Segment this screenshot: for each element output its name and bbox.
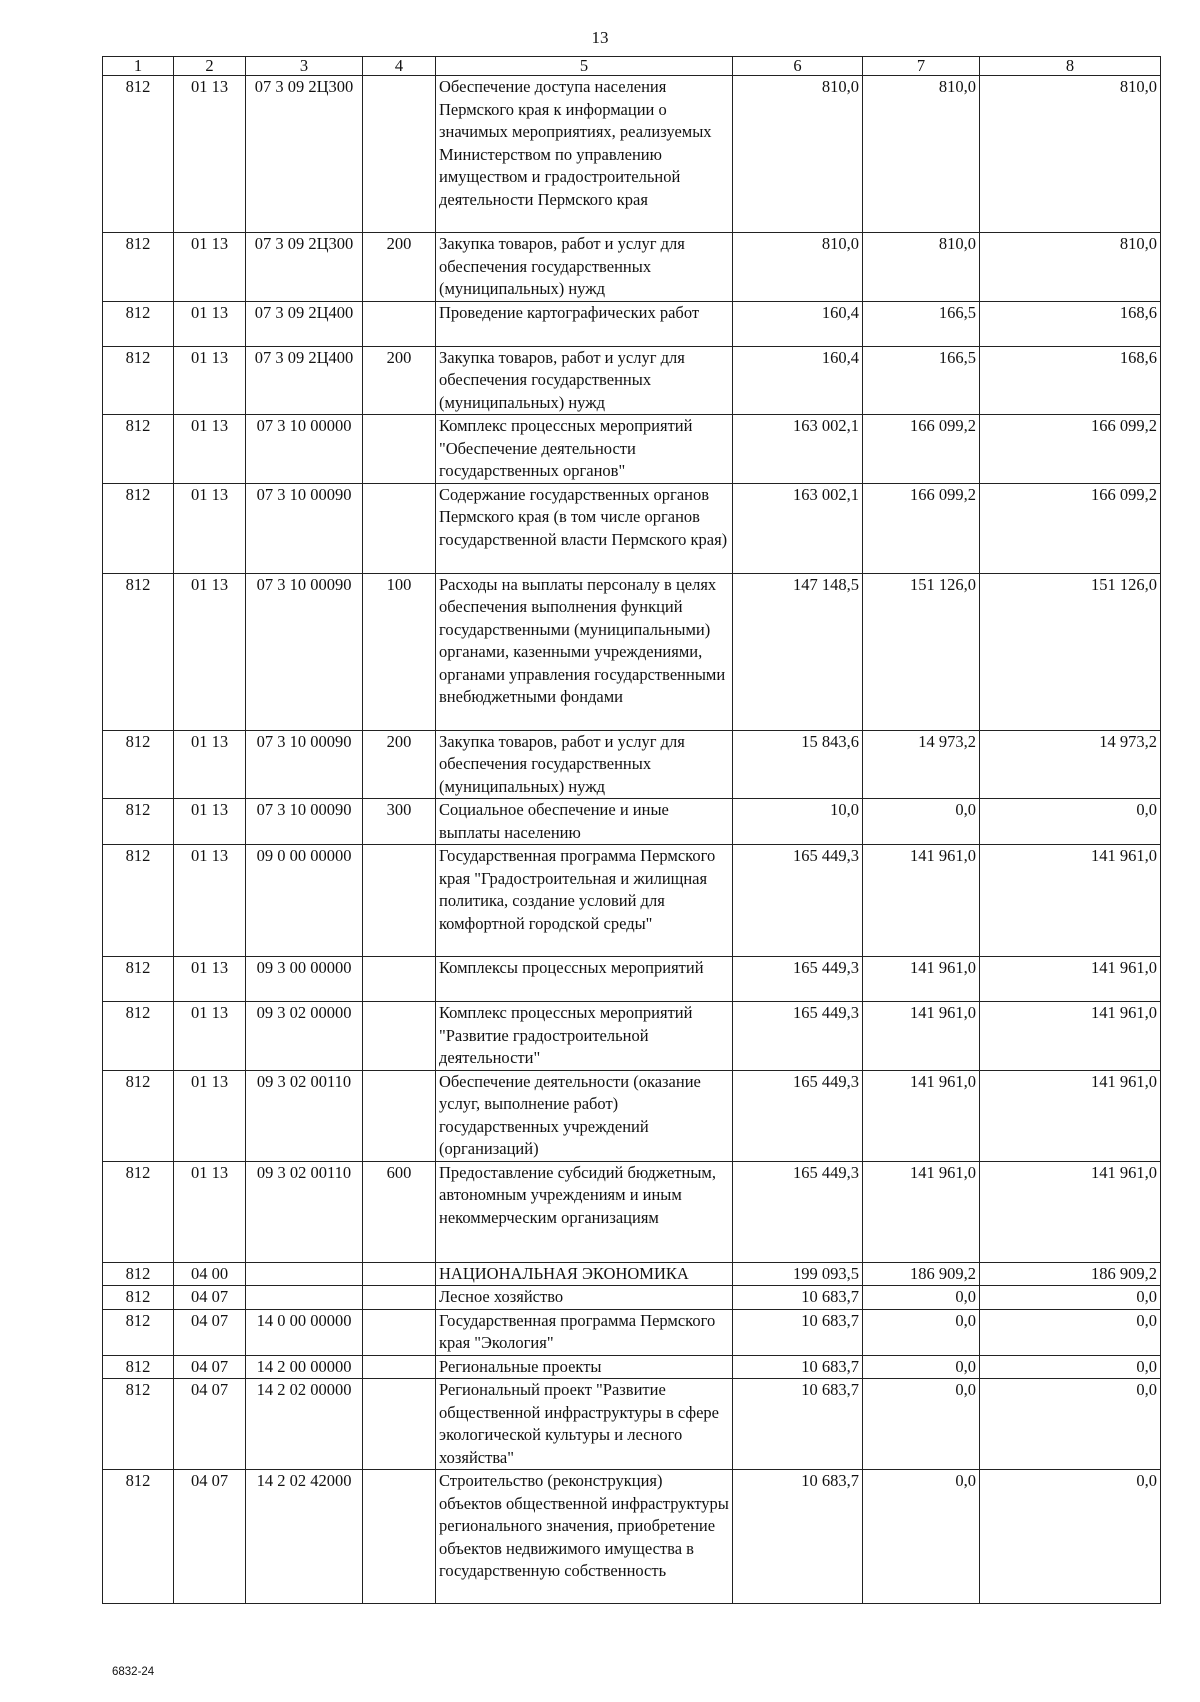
table-cell: 812 — [103, 483, 174, 573]
table-row — [103, 1470, 1161, 1604]
table-cell: Региональный проект "Развитие общественной инфраструктуры в сфере экологической культуры и лесного хозяйства" — [436, 1379, 733, 1470]
table-cell: 09 3 02 00110 — [246, 1161, 363, 1262]
table-cell: Расходы на выплаты персоналу в целях обеспечения выполнения функций государственными (муниципальными) органами, казенными учреждениями, органами управления государственными внебюджетными фондами — [436, 573, 733, 730]
table-cell: 812 — [103, 1262, 174, 1286]
table-cell: Комплексы процессных мероприятий — [436, 957, 733, 1002]
table-cell: 01 13 — [174, 483, 246, 573]
table-cell: 01 13 — [174, 233, 246, 302]
table-cell: 147 148,5 — [733, 573, 863, 730]
table-cell: 186 909,2 — [980, 1262, 1161, 1286]
table-cell — [363, 1002, 436, 1071]
table-cell: 01 13 — [174, 1002, 246, 1071]
table-cell: 810,0 — [733, 76, 863, 233]
table-cell: 04 07 — [174, 1470, 246, 1604]
table-cell: 07 3 09 2Ц400 — [246, 301, 363, 346]
table-cell: 01 13 — [174, 730, 246, 799]
table-cell — [363, 483, 436, 573]
table-cell: 141 961,0 — [980, 1161, 1161, 1262]
table-cell: 812 — [103, 233, 174, 302]
table-cell: 04 07 — [174, 1286, 246, 1310]
table-cell: 163 002,1 — [733, 415, 863, 484]
table-row — [103, 233, 1161, 302]
table-cell: 0,0 — [863, 1379, 980, 1470]
table-cell: 151 126,0 — [980, 573, 1161, 730]
table-row — [103, 1262, 1161, 1286]
table-cell — [363, 1070, 436, 1161]
table-row — [103, 1161, 1161, 1262]
table-cell: 168,6 — [980, 346, 1161, 415]
table-cell: Региональные проекты — [436, 1355, 733, 1379]
table-row — [103, 1286, 1161, 1310]
table-cell: Государственная программа Пермского края "Градостроительная и жилищная политика, создание условий для комфортной городской среды" — [436, 845, 733, 957]
table-row — [103, 1002, 1161, 1071]
table-cell: 01 13 — [174, 957, 246, 1002]
table-cell: 0,0 — [863, 1286, 980, 1310]
page-number: 13 — [591, 28, 609, 47]
table-cell: НАЦИОНАЛЬНАЯ ЭКОНОМИКА — [436, 1262, 733, 1286]
table-row — [103, 1309, 1161, 1355]
table-cell: 04 00 — [174, 1262, 246, 1286]
table-cell — [363, 1309, 436, 1355]
table-cell: 10,0 — [733, 799, 863, 845]
table-cell: 0,0 — [980, 799, 1161, 845]
table-cell: Закупка товаров, работ и услуг для обеспечения государственных (муниципальных) нужд — [436, 730, 733, 799]
table-cell: 812 — [103, 1309, 174, 1355]
table-cell: 812 — [103, 799, 174, 845]
table-cell: 812 — [103, 1070, 174, 1161]
header-cell: 3 — [246, 57, 363, 76]
table-cell: 812 — [103, 845, 174, 957]
table-row — [103, 573, 1161, 730]
table-cell: 141 961,0 — [980, 1070, 1161, 1161]
table-cell: 812 — [103, 301, 174, 346]
table-cell: 14 2 02 00000 — [246, 1379, 363, 1470]
table-cell: Строительство (реконструкция) объектов общественной инфраструктуры регионального значения, приобретение объектов недвижимого имущества в государственную собственность — [436, 1470, 733, 1604]
table-cell: 10 683,7 — [733, 1379, 863, 1470]
table-cell: 812 — [103, 957, 174, 1002]
table-cell: 01 13 — [174, 415, 246, 484]
table-cell: 14 973,2 — [863, 730, 980, 799]
table-row — [103, 730, 1161, 799]
table-cell: 0,0 — [980, 1309, 1161, 1355]
table-cell: 01 13 — [174, 845, 246, 957]
table-cell: Закупка товаров, работ и услуг для обеспечения государственных (муниципальных) нужд — [436, 233, 733, 302]
table-cell: 09 3 00 00000 — [246, 957, 363, 1002]
table-row — [103, 1070, 1161, 1161]
table-cell: 01 13 — [174, 76, 246, 233]
table-cell: 10 683,7 — [733, 1286, 863, 1310]
header-cell: 8 — [980, 57, 1161, 76]
table-cell: 14 2 00 00000 — [246, 1355, 363, 1379]
table-row — [103, 415, 1161, 484]
table-cell: 810,0 — [863, 76, 980, 233]
table-body — [103, 76, 1161, 1604]
table-cell: 09 0 00 00000 — [246, 845, 363, 957]
table-cell: 14 2 02 42000 — [246, 1470, 363, 1604]
table-cell: 165 449,3 — [733, 845, 863, 957]
table-cell: 15 843,6 — [733, 730, 863, 799]
table-cell: Комплекс процессных мероприятий "Обеспечение деятельности государственных органов" — [436, 415, 733, 484]
table-cell: 300 — [363, 799, 436, 845]
table-row — [103, 845, 1161, 957]
table-cell: 14 0 00 00000 — [246, 1309, 363, 1355]
header-cell: 5 — [436, 57, 733, 76]
table-cell: 812 — [103, 1002, 174, 1071]
table-cell — [363, 76, 436, 233]
table-cell: 0,0 — [980, 1470, 1161, 1604]
table-cell: 07 3 10 00000 — [246, 415, 363, 484]
table-cell: 07 3 09 2Ц300 — [246, 233, 363, 302]
table-cell: 163 002,1 — [733, 483, 863, 573]
table-cell: Содержание государственных органов Пермского края (в том числе органов государственной власти Пермского края) — [436, 483, 733, 573]
table-cell: 810,0 — [980, 76, 1161, 233]
table-cell: 09 3 02 00110 — [246, 1070, 363, 1161]
table-cell: 166 099,2 — [863, 415, 980, 484]
table-cell: 141 961,0 — [863, 845, 980, 957]
table-cell: 600 — [363, 1161, 436, 1262]
table-cell: 01 13 — [174, 1161, 246, 1262]
table-row — [103, 346, 1161, 415]
table-cell: 04 07 — [174, 1355, 246, 1379]
table-cell: 199 093,5 — [733, 1262, 863, 1286]
table-cell: 07 3 10 00090 — [246, 573, 363, 730]
table-cell: 07 3 10 00090 — [246, 730, 363, 799]
table-cell: 141 961,0 — [863, 1002, 980, 1071]
table-cell: 0,0 — [980, 1379, 1161, 1470]
table-cell — [363, 1470, 436, 1604]
document-code: 6832-24 — [112, 1666, 155, 1678]
table-cell: Предоставление субсидий бюджетным, автономным учреждениям и иным некоммерческим организациям — [436, 1161, 733, 1262]
table-cell — [246, 1262, 363, 1286]
table-row — [103, 483, 1161, 573]
table-cell: 812 — [103, 730, 174, 799]
table-cell: 04 07 — [174, 1309, 246, 1355]
table-cell: 165 449,3 — [733, 1161, 863, 1262]
table-cell: Обеспечение деятельности (оказание услуг, выполнение работ) государственных учреждений (организаций) — [436, 1070, 733, 1161]
table-cell — [363, 301, 436, 346]
table-cell: 04 07 — [174, 1379, 246, 1470]
table-cell — [363, 1286, 436, 1310]
table-cell: 0,0 — [863, 799, 980, 845]
header-cell: 7 — [863, 57, 980, 76]
table-cell — [363, 957, 436, 1002]
table-cell: 10 683,7 — [733, 1309, 863, 1355]
table-cell: 812 — [103, 415, 174, 484]
table-cell: 812 — [103, 1355, 174, 1379]
table-cell: 100 — [363, 573, 436, 730]
table-cell — [363, 415, 436, 484]
table-cell: 168,6 — [980, 301, 1161, 346]
table-cell: 07 3 10 00090 — [246, 799, 363, 845]
table-cell: 812 — [103, 1286, 174, 1310]
table-row — [103, 957, 1161, 1002]
table-cell — [246, 1286, 363, 1310]
table-cell: 01 13 — [174, 799, 246, 845]
table-cell: 812 — [103, 1379, 174, 1470]
header-cell: 2 — [174, 57, 246, 76]
table-cell: 812 — [103, 76, 174, 233]
table-cell: 141 961,0 — [980, 1002, 1161, 1071]
budget-table — [102, 56, 1161, 1604]
table-cell: 200 — [363, 233, 436, 302]
table-cell: 166,5 — [863, 301, 980, 346]
table-cell: 10 683,7 — [733, 1355, 863, 1379]
table-row — [103, 301, 1161, 346]
header-cell: 1 — [103, 57, 174, 76]
table-header-row — [103, 57, 1161, 76]
table-cell: 186 909,2 — [863, 1262, 980, 1286]
table-cell: 0,0 — [980, 1286, 1161, 1310]
table-cell — [363, 1262, 436, 1286]
table-row — [103, 799, 1161, 845]
table-cell: Комплекс процессных мероприятий "Развитие градостроительной деятельности" — [436, 1002, 733, 1071]
table-cell: 0,0 — [863, 1355, 980, 1379]
table-cell — [363, 1355, 436, 1379]
table-row — [103, 1379, 1161, 1470]
table-cell: 01 13 — [174, 346, 246, 415]
table-cell: 166 099,2 — [980, 483, 1161, 573]
table-cell: 141 961,0 — [980, 957, 1161, 1002]
table-cell: 812 — [103, 573, 174, 730]
table-cell: 165 449,3 — [733, 1070, 863, 1161]
table-cell: 165 449,3 — [733, 957, 863, 1002]
table-cell: 166 099,2 — [980, 415, 1161, 484]
table-cell: 810,0 — [863, 233, 980, 302]
table-cell: 09 3 02 00000 — [246, 1002, 363, 1071]
table-cell: Государственная программа Пермского края "Экология" — [436, 1309, 733, 1355]
table-cell: 07 3 10 00090 — [246, 483, 363, 573]
table-cell: 07 3 09 2Ц300 — [246, 76, 363, 233]
table-cell: 141 961,0 — [863, 1161, 980, 1262]
table-cell: 0,0 — [980, 1355, 1161, 1379]
header-cell: 4 — [363, 57, 436, 76]
table-cell: 200 — [363, 346, 436, 415]
table-cell: 810,0 — [980, 233, 1161, 302]
table-cell — [363, 845, 436, 957]
table-cell: 810,0 — [733, 233, 863, 302]
table-cell: 812 — [103, 1470, 174, 1604]
table-cell: 01 13 — [174, 301, 246, 346]
table-cell: 160,4 — [733, 346, 863, 415]
table-cell: 14 973,2 — [980, 730, 1161, 799]
table-cell: 141 961,0 — [980, 845, 1161, 957]
table-cell: 166,5 — [863, 346, 980, 415]
table-cell: 0,0 — [863, 1470, 980, 1604]
table-cell: 160,4 — [733, 301, 863, 346]
table-cell: 141 961,0 — [863, 1070, 980, 1161]
table-cell: 141 961,0 — [863, 957, 980, 1002]
table-cell: 812 — [103, 1161, 174, 1262]
table-row — [103, 76, 1161, 233]
table-cell: Лесное хозяйство — [436, 1286, 733, 1310]
table-cell — [363, 1379, 436, 1470]
table-cell: 165 449,3 — [733, 1002, 863, 1071]
table-cell: 01 13 — [174, 573, 246, 730]
table-cell: 166 099,2 — [863, 483, 980, 573]
header-cell: 6 — [733, 57, 863, 76]
table-cell: 10 683,7 — [733, 1470, 863, 1604]
table-cell: 151 126,0 — [863, 573, 980, 730]
table-cell: 812 — [103, 346, 174, 415]
table-cell: Обеспечение доступа населения Пермского края к информации о значимых мероприятиях, реализуемых Министерством по управлению имуществом и градостроительной деятельности Пермского края — [436, 76, 733, 233]
table-cell: Социальное обеспечение и иные выплаты населению — [436, 799, 733, 845]
table-cell: 200 — [363, 730, 436, 799]
table-cell: Закупка товаров, работ и услуг для обеспечения государственных (муниципальных) нужд — [436, 346, 733, 415]
table-row — [103, 1355, 1161, 1379]
table-cell: Проведение картографических работ — [436, 301, 733, 346]
table-cell: 07 3 09 2Ц400 — [246, 346, 363, 415]
table-cell: 0,0 — [863, 1309, 980, 1355]
table-cell: 01 13 — [174, 1070, 246, 1161]
